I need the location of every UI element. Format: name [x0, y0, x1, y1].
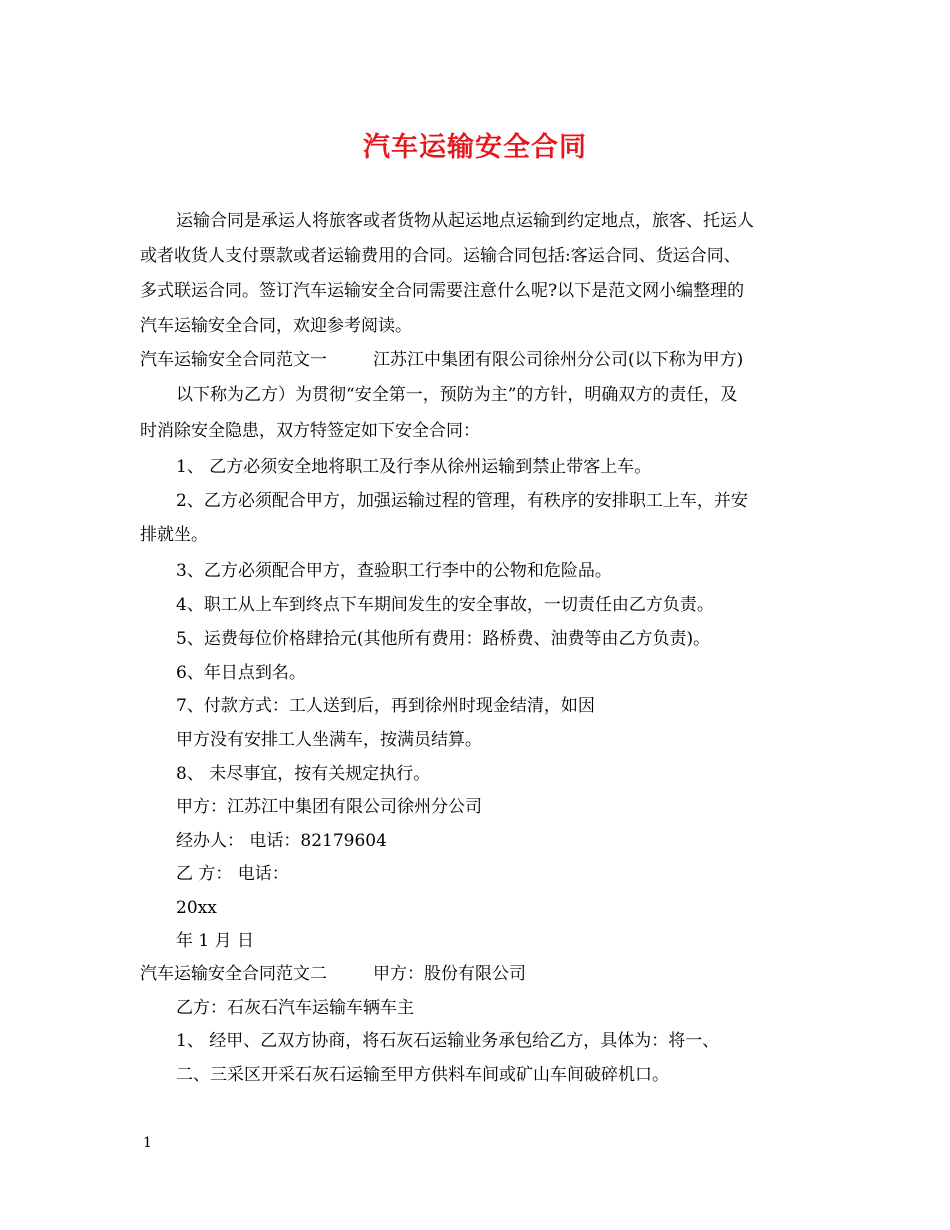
sample2-party-b: 乙方：石灰石汽车运输车辆车主 [176, 998, 414, 1018]
sample2-clause-1-cont: 二、三采区开采石灰石运输至甲方供料车间或矿山车间破碎机口。 [176, 1065, 669, 1085]
sample2-clause-1: 1、 经甲、乙双方协商，将石灰石运输业务承包给乙方，具体为：将一、 [176, 1031, 720, 1051]
intro-line-2: 或者收货人支付票款或者运输费用的合同。运输合同包括:客运合同、货运合同、 [140, 246, 741, 266]
signature-date: 年 1 月 日 [176, 931, 255, 951]
sample2-heading: 汽车运输安全合同范文二 [140, 964, 327, 984]
sample1-para-line-2: 时消除安全隐患，双方特签定如下安全合同： [140, 421, 480, 441]
clause-6: 6、年日点到名。 [176, 663, 306, 683]
clause-3: 3、乙方必须配合甲方，查验职工行李中的公物和危险品。 [176, 561, 612, 581]
intro-line-3: 多式联运合同。签订汽车运输安全合同需要注意什么呢?以下是范文网小编整理的 [140, 281, 745, 301]
sample1-heading: 汽车运输安全合同范文一 [140, 350, 327, 370]
sample1-party-a-intro: 江苏江中集团有限公司徐州分公司(以下称为甲方) [373, 350, 744, 370]
clause-7-line-2: 甲方没有安排工人坐满车，按满员结算。 [176, 730, 482, 750]
sample2-party-a: 甲方：股份有限公司 [373, 964, 526, 984]
intro-line-4: 汽车运输安全合同，欢迎参考阅读。 [140, 316, 412, 336]
sample1-para-line-1: 以下称为乙方）为贯彻“安全第一，预防为主”的方针，明确双方的责任，及 [176, 385, 738, 405]
signature-party-a: 甲方：江苏江中集团有限公司徐州分公司 [176, 797, 482, 817]
clause-8: 8、 未尽事宜，按有关规定执行。 [176, 764, 431, 784]
signature-year: 20xx [176, 898, 217, 918]
clause-4: 4、职工从上车到终点下车期间发生的安全事故，一切责任由乙方负责。 [176, 595, 714, 615]
document-title: 汽车运输安全合同 [363, 132, 587, 163]
intro-line-1: 运输合同是承运人将旅客或者货物从起运地点运输到约定地点，旅客、托运人 [176, 211, 754, 231]
clause-2-line-2: 排就坐。 [140, 525, 208, 545]
clause-1: 1、 乙方必须安全地将职工及行李从徐州运输到禁止带客上车。 [176, 457, 652, 477]
sample1-heading-line [140, 347, 743, 373]
page-number: 1 [143, 1135, 152, 1151]
clause-5: 5、运费每位价格肆拾元(其他所有费用：路桥费、油费等由乙方负责)。 [176, 629, 711, 649]
clause-2-line-1: 2、乙方必须配合甲方，加强运输过程的管理，有秩序的安排职工上车，并安 [176, 491, 748, 511]
sample2-heading-line [140, 961, 526, 987]
clause-7-line-1: 7、付款方式：工人送到后，再到徐州时现金结清，如因 [176, 696, 595, 716]
signature-agent: 经办人： 电话：82179604 [176, 831, 387, 851]
signature-party-b: 乙 方： 电话： [176, 864, 289, 884]
